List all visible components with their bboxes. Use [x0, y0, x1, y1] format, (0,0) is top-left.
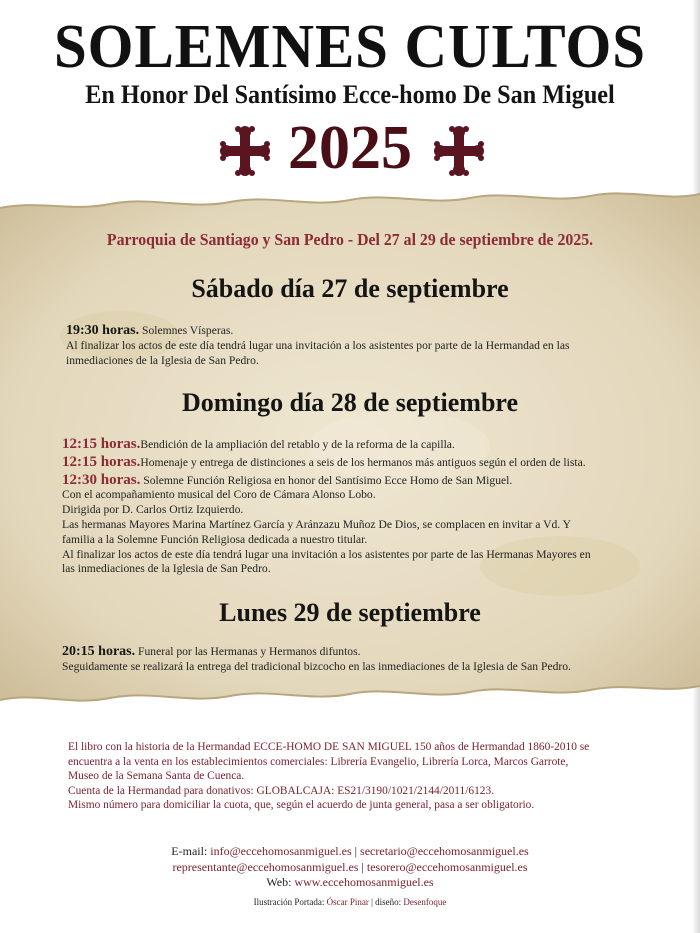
event-line — [62, 437, 642, 453]
email-link-representante[interactable]: representante@eccehomosanmiguel.es — [172, 859, 359, 874]
illustration-author: Óscar Pinar — [326, 897, 369, 907]
poster-subtitle: En Honor Del Santísimo Ecce-homo De San Miguel — [85, 80, 615, 109]
contacts-line-2 — [0, 860, 700, 876]
event-time: 20:15 horas. — [62, 644, 136, 659]
separator: | — [354, 844, 358, 858]
event-text: Bendición de la ampliación del retablo y de la reforma de la capilla. — [140, 438, 455, 451]
credits-line — [0, 897, 700, 907]
event-time: 12:15 horas. — [62, 436, 141, 452]
event-text: Funeral por las Hermanas y Hermanos difuntos. — [135, 645, 361, 658]
web-link[interactable]: www.eccehomosanmiguel.es — [294, 875, 434, 889]
event-line — [62, 473, 642, 489]
email-link-info[interactable]: info@eccehomosanmiguel.es — [210, 844, 352, 858]
cross-right-icon — [434, 126, 484, 176]
event-line — [62, 645, 642, 660]
event-extra-line: Seguidamente se realizará la entrega del tradicional bizcocho en las inmediaciones de la Iglesia de San Pedro. — [62, 659, 571, 673]
contacts-block — [0, 844, 700, 891]
email-link-secretario[interactable]: secretario@eccehomosanmiguel.es — [360, 844, 529, 858]
event-time: 19:30 horas. — [66, 323, 140, 338]
email-link-tesorero[interactable]: tesorero@eccehomosanmiguel.es — [366, 859, 528, 874]
event-time: 12:30 horas. — [62, 471, 141, 488]
design-author: Desenfoque — [403, 897, 447, 907]
info-line: encuentra a la venta en los establecimientos comerciales: Librería Evangelio, Librería Lorca, Marcos Garrote, — [68, 755, 569, 768]
event-extra-line: las inmediaciones de la Iglesia de San Pedro. — [62, 562, 271, 576]
event-text: Homenaje y entrega de distinciones a seis de los hermanos más antiguos según el orden de lista. — [140, 455, 586, 469]
illustration-label: Ilustración Portada: — [253, 897, 325, 907]
cross-left-icon — [220, 126, 270, 176]
event-line — [62, 455, 642, 471]
separator: | — [361, 859, 364, 874]
info-line: Cuenta de la Hermandad para donativos: GLOBALCAJA: ES21/3190/1021/2144/2011/6123. — [68, 784, 495, 797]
location-line: Parroquia de Santiago y San Pedro - Del 27 al 29 de septiembre de 2025. — [106, 230, 594, 249]
year-row — [0, 110, 700, 190]
day-heading-saturday: Sábado día 27 de septiembre — [191, 274, 509, 303]
info-line: Museo de la Semana Santa de Cuenca. — [68, 770, 245, 782]
event-extra-line: Con el acompañamiento musical del Coro de Cámara Alonso Lobo. — [62, 488, 376, 502]
sunday-events — [62, 437, 642, 577]
year-text: 2025 — [288, 114, 412, 182]
info-line: Mismo número para domiciliar la cuota, que, según el acuerdo de junta general, pasa a ser obligatorio. — [68, 799, 535, 811]
day-heading-monday: Lunes 29 de septiembre — [219, 598, 481, 627]
event-extra-line: inmediaciones de la Iglesia de San Pedro. — [66, 353, 259, 367]
info-block — [68, 740, 640, 813]
event-text: Solemnes Vísperas. — [139, 324, 234, 337]
event-line — [66, 324, 646, 339]
contacts-line-1 — [0, 844, 700, 860]
event-time: 12:15 horas. — [62, 453, 141, 470]
day-heading-sunday: Domingo día 28 de septiembre — [181, 388, 519, 417]
event-extra-line: Dirigida por D. Carlos Ortiz Izquierdo. — [62, 503, 244, 517]
event-extra-line: Las hermanas Mayores Marina Martínez García y Aránzazu Muñoz De Dios, se complacen en invitar a Vd. Y — [62, 517, 571, 531]
email-label: E-mail: — [171, 844, 208, 858]
event-extra-line: Al finalizar los actos de este día tendrá lugar una invitación a los asistentes por parte de la Hermandad en las — [66, 338, 570, 352]
poster-title: SOLEMNES CULTOS — [53, 13, 647, 81]
info-line: El libro con la historia de la Hermandad ECCE-HOMO DE SAN MIGUEL 150 años de Hermandad 1860-2010 se — [68, 741, 590, 753]
event-text: Solemne Función Religiosa en honor del Santísimo Ecce Homo de San Miguel. — [140, 473, 513, 487]
event-extra-line: familia a la Solemne Función Religiosa dedicada a nuestro titular. — [62, 532, 368, 546]
design-label: | diseño: — [371, 897, 402, 907]
event-extra-line: Al finalizar los actos de este día tendrá lugar una invitación a los asistentes por parte de las Hermanas Mayores en — [62, 547, 591, 561]
saturday-events — [66, 324, 646, 368]
monday-events — [62, 645, 642, 675]
web-label: Web: — [266, 875, 292, 889]
contacts-line-3 — [0, 875, 700, 891]
